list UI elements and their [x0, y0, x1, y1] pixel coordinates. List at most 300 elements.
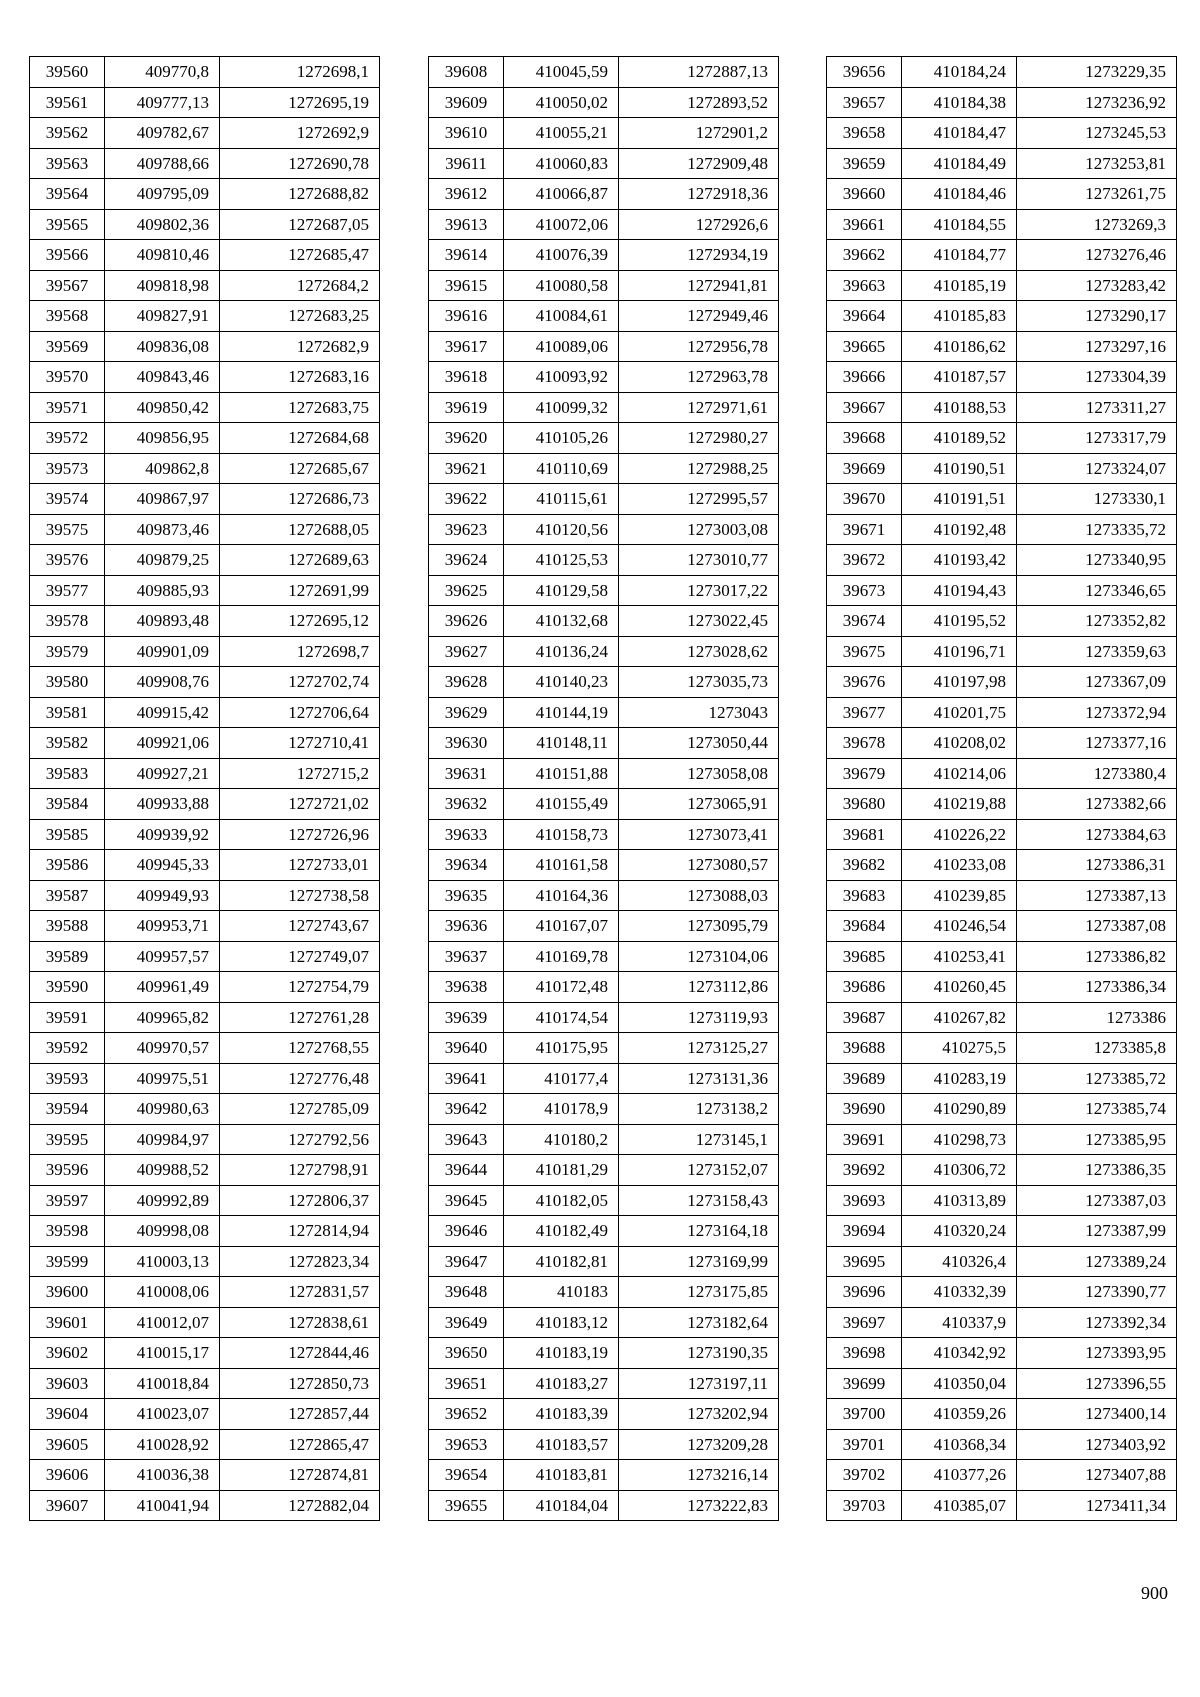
- point-number-cell: 39608: [429, 57, 504, 88]
- y-coordinate-cell: 1273386: [1017, 1002, 1177, 1033]
- table-row: [827, 423, 1177, 454]
- x-coordinate-cell: 410196,71: [902, 636, 1017, 667]
- y-coordinate-cell: 1273346,65: [1017, 575, 1177, 606]
- point-number-cell: 39674: [827, 606, 902, 637]
- y-coordinate-cell: 1273386,31: [1017, 850, 1177, 881]
- y-coordinate-cell: 1273145,1: [619, 1124, 779, 1155]
- table-row: [30, 789, 380, 820]
- y-coordinate-cell: 1272685,67: [220, 453, 380, 484]
- point-number-cell: 39566: [30, 240, 105, 271]
- y-coordinate-cell: 1273387,13: [1017, 880, 1177, 911]
- point-number-cell: 39677: [827, 697, 902, 728]
- point-number-cell: 39579: [30, 636, 105, 667]
- point-number-cell: 39573: [30, 453, 105, 484]
- x-coordinate-cell: 410080,58: [504, 270, 619, 301]
- y-coordinate-cell: 1273276,46: [1017, 240, 1177, 271]
- point-number-cell: 39679: [827, 758, 902, 789]
- table-row: [429, 362, 779, 393]
- table-row: [429, 301, 779, 332]
- x-coordinate-cell: 410003,13: [105, 1246, 220, 1277]
- x-coordinate-cell: 410041,94: [105, 1490, 220, 1521]
- point-number-cell: 39624: [429, 545, 504, 576]
- x-coordinate-cell: 410185,83: [902, 301, 1017, 332]
- y-coordinate-cell: 1273138,2: [619, 1094, 779, 1125]
- x-coordinate-cell: 410129,58: [504, 575, 619, 606]
- x-coordinate-cell: 410193,42: [902, 545, 1017, 576]
- x-coordinate-cell: 410183: [504, 1277, 619, 1308]
- y-coordinate-cell: 1273386,35: [1017, 1155, 1177, 1186]
- table-row: [30, 728, 380, 759]
- y-coordinate-cell: 1272956,78: [619, 331, 779, 362]
- x-coordinate-cell: 410233,08: [902, 850, 1017, 881]
- y-coordinate-cell: 1273245,53: [1017, 118, 1177, 149]
- x-coordinate-cell: 410320,24: [902, 1216, 1017, 1247]
- x-coordinate-cell: 410226,22: [902, 819, 1017, 850]
- x-coordinate-cell: 409836,08: [105, 331, 220, 362]
- x-coordinate-cell: 410036,38: [105, 1460, 220, 1491]
- y-coordinate-cell: 1272874,81: [220, 1460, 380, 1491]
- y-coordinate-cell: 1273209,28: [619, 1429, 779, 1460]
- x-coordinate-cell: 410194,43: [902, 575, 1017, 606]
- point-number-cell: 39700: [827, 1399, 902, 1430]
- table-row: [827, 667, 1177, 698]
- table-row: [827, 972, 1177, 1003]
- x-coordinate-cell: 410337,9: [902, 1307, 1017, 1338]
- y-coordinate-cell: 1273385,8: [1017, 1033, 1177, 1064]
- y-coordinate-cell: 1272733,01: [220, 850, 380, 881]
- table-row: [429, 728, 779, 759]
- y-coordinate-cell: 1272695,19: [220, 87, 380, 118]
- x-coordinate-cell: 410180,2: [504, 1124, 619, 1155]
- x-coordinate-cell: 409777,13: [105, 87, 220, 118]
- x-coordinate-cell: 410178,9: [504, 1094, 619, 1125]
- y-coordinate-cell: 1273080,57: [619, 850, 779, 881]
- y-coordinate-cell: 1272926,6: [619, 209, 779, 240]
- x-coordinate-cell: 409965,82: [105, 1002, 220, 1033]
- x-coordinate-cell: 410385,07: [902, 1490, 1017, 1521]
- x-coordinate-cell: 410298,73: [902, 1124, 1017, 1155]
- y-coordinate-cell: 1273290,17: [1017, 301, 1177, 332]
- y-coordinate-cell: 1272715,2: [220, 758, 380, 789]
- y-coordinate-cell: 1272690,78: [220, 148, 380, 179]
- x-coordinate-cell: 410188,53: [902, 392, 1017, 423]
- table-row: [30, 148, 380, 179]
- y-coordinate-cell: 1272684,68: [220, 423, 380, 454]
- y-coordinate-cell: 1273236,92: [1017, 87, 1177, 118]
- point-number-cell: 39607: [30, 1490, 105, 1521]
- table-row: [30, 362, 380, 393]
- y-coordinate-cell: 1272761,28: [220, 1002, 380, 1033]
- x-coordinate-cell: 410169,78: [504, 941, 619, 972]
- point-number-cell: 39576: [30, 545, 105, 576]
- y-coordinate-cell: 1273158,43: [619, 1185, 779, 1216]
- table-row: [429, 1277, 779, 1308]
- x-coordinate-cell: 410023,07: [105, 1399, 220, 1430]
- table-row: [827, 270, 1177, 301]
- table-row: [827, 911, 1177, 942]
- table-row: [827, 880, 1177, 911]
- x-coordinate-cell: 410290,89: [902, 1094, 1017, 1125]
- table-row: [30, 423, 380, 454]
- y-coordinate-cell: 1273387,08: [1017, 911, 1177, 942]
- point-number-cell: 39680: [827, 789, 902, 820]
- y-coordinate-cell: 1272738,58: [220, 880, 380, 911]
- y-coordinate-cell: 1272893,52: [619, 87, 779, 118]
- point-number-cell: 39682: [827, 850, 902, 881]
- y-coordinate-cell: 1272887,13: [619, 57, 779, 88]
- point-number-cell: 39564: [30, 179, 105, 210]
- point-number-cell: 39642: [429, 1094, 504, 1125]
- table-row: [30, 1460, 380, 1491]
- x-coordinate-cell: 409908,76: [105, 667, 220, 698]
- table-row: [30, 606, 380, 637]
- y-coordinate-cell: 1272689,63: [220, 545, 380, 576]
- x-coordinate-cell: 410182,49: [504, 1216, 619, 1247]
- point-number-cell: 39582: [30, 728, 105, 759]
- point-number-cell: 39647: [429, 1246, 504, 1277]
- point-number-cell: 39597: [30, 1185, 105, 1216]
- table-row: [827, 728, 1177, 759]
- table-row: [30, 118, 380, 149]
- y-coordinate-cell: 1273352,82: [1017, 606, 1177, 637]
- x-coordinate-cell: 410184,04: [504, 1490, 619, 1521]
- table-row: [429, 1124, 779, 1155]
- y-coordinate-cell: 1273389,24: [1017, 1246, 1177, 1277]
- point-number-cell: 39615: [429, 270, 504, 301]
- y-coordinate-cell: 1273385,95: [1017, 1124, 1177, 1155]
- point-number-cell: 39571: [30, 392, 105, 423]
- y-coordinate-cell: 1273197,11: [619, 1368, 779, 1399]
- x-coordinate-cell: 409843,46: [105, 362, 220, 393]
- point-number-cell: 39575: [30, 514, 105, 545]
- point-number-cell: 39681: [827, 819, 902, 850]
- table-row: [429, 1246, 779, 1277]
- page-number: 900: [1141, 1583, 1168, 1603]
- y-coordinate-cell: 1272688,82: [220, 179, 380, 210]
- table-row: [429, 758, 779, 789]
- point-number-cell: 39643: [429, 1124, 504, 1155]
- x-coordinate-cell: 410184,46: [902, 179, 1017, 210]
- table-row: [429, 148, 779, 179]
- table-row: [30, 270, 380, 301]
- point-number-cell: 39587: [30, 880, 105, 911]
- point-number-cell: 39651: [429, 1368, 504, 1399]
- table-row: [30, 1063, 380, 1094]
- point-number-cell: 39563: [30, 148, 105, 179]
- x-coordinate-cell: 410189,52: [902, 423, 1017, 454]
- y-coordinate-cell: 1272768,55: [220, 1033, 380, 1064]
- table-row: [827, 362, 1177, 393]
- point-number-cell: 39670: [827, 484, 902, 515]
- x-coordinate-cell: 410350,04: [902, 1368, 1017, 1399]
- table-row: [30, 1277, 380, 1308]
- table-row: [429, 453, 779, 484]
- point-number-cell: 39627: [429, 636, 504, 667]
- x-coordinate-cell: 410045,59: [504, 57, 619, 88]
- point-number-cell: 39599: [30, 1246, 105, 1277]
- y-coordinate-cell: 1273387,99: [1017, 1216, 1177, 1247]
- y-coordinate-cell: 1272754,79: [220, 972, 380, 1003]
- table-row: [429, 1307, 779, 1338]
- table-row: [30, 1246, 380, 1277]
- x-coordinate-cell: 410184,24: [902, 57, 1017, 88]
- x-coordinate-cell: 410184,77: [902, 240, 1017, 271]
- point-number-cell: 39699: [827, 1368, 902, 1399]
- table-row: [30, 453, 380, 484]
- point-number-cell: 39641: [429, 1063, 504, 1094]
- y-coordinate-cell: 1273010,77: [619, 545, 779, 576]
- x-coordinate-cell: 409927,21: [105, 758, 220, 789]
- point-number-cell: 39703: [827, 1490, 902, 1521]
- x-coordinate-cell: 410342,92: [902, 1338, 1017, 1369]
- table-row: [30, 545, 380, 576]
- point-number-cell: 39561: [30, 87, 105, 118]
- x-coordinate-cell: 410192,48: [902, 514, 1017, 545]
- y-coordinate-cell: 1272749,07: [220, 941, 380, 972]
- point-number-cell: 39580: [30, 667, 105, 698]
- y-coordinate-cell: 1272683,75: [220, 392, 380, 423]
- point-number-cell: 39583: [30, 758, 105, 789]
- point-number-cell: 39638: [429, 972, 504, 1003]
- y-coordinate-cell: 1272702,74: [220, 667, 380, 698]
- y-coordinate-cell: 1272971,61: [619, 392, 779, 423]
- table-row: [429, 697, 779, 728]
- y-coordinate-cell: 1273403,92: [1017, 1429, 1177, 1460]
- point-number-cell: 39577: [30, 575, 105, 606]
- table-row: [429, 118, 779, 149]
- y-coordinate-cell: 1273304,39: [1017, 362, 1177, 393]
- table-row: [429, 179, 779, 210]
- table-row: [429, 850, 779, 881]
- table-row: [429, 1490, 779, 1521]
- table-row: [30, 941, 380, 972]
- table-row: [429, 1063, 779, 1094]
- x-coordinate-cell: 409827,91: [105, 301, 220, 332]
- table-row: [827, 57, 1177, 88]
- point-number-cell: 39653: [429, 1429, 504, 1460]
- x-coordinate-cell: 409810,46: [105, 240, 220, 271]
- x-coordinate-cell: 410125,53: [504, 545, 619, 576]
- y-coordinate-cell: 1272698,7: [220, 636, 380, 667]
- y-coordinate-cell: 1272857,44: [220, 1399, 380, 1430]
- y-coordinate-cell: 1273202,94: [619, 1399, 779, 1430]
- table-row: [827, 1368, 1177, 1399]
- table-row: [827, 1399, 1177, 1430]
- table-row: [30, 758, 380, 789]
- y-coordinate-cell: 1273396,55: [1017, 1368, 1177, 1399]
- y-coordinate-cell: 1273400,14: [1017, 1399, 1177, 1430]
- x-coordinate-cell: 410164,36: [504, 880, 619, 911]
- table-row: [827, 1460, 1177, 1491]
- point-number-cell: 39649: [429, 1307, 504, 1338]
- x-coordinate-cell: 410155,49: [504, 789, 619, 820]
- table-row: [30, 1124, 380, 1155]
- x-coordinate-cell: 409992,89: [105, 1185, 220, 1216]
- x-coordinate-cell: 410066,87: [504, 179, 619, 210]
- x-coordinate-cell: 409957,57: [105, 941, 220, 972]
- point-number-cell: 39652: [429, 1399, 504, 1430]
- point-number-cell: 39635: [429, 880, 504, 911]
- y-coordinate-cell: 1273335,72: [1017, 514, 1177, 545]
- y-coordinate-cell: 1273411,34: [1017, 1490, 1177, 1521]
- x-coordinate-cell: 410191,51: [902, 484, 1017, 515]
- table-row: [827, 179, 1177, 210]
- point-number-cell: 39661: [827, 209, 902, 240]
- point-number-cell: 39594: [30, 1094, 105, 1125]
- x-coordinate-cell: 410332,39: [902, 1277, 1017, 1308]
- y-coordinate-cell: 1273119,93: [619, 1002, 779, 1033]
- table-row: [429, 240, 779, 271]
- coordinates-table-2: [428, 56, 779, 1521]
- table-row: [429, 606, 779, 637]
- point-number-cell: 39669: [827, 453, 902, 484]
- x-coordinate-cell: 410182,81: [504, 1246, 619, 1277]
- point-number-cell: 39581: [30, 697, 105, 728]
- point-number-cell: 39620: [429, 423, 504, 454]
- x-coordinate-cell: 410060,83: [504, 148, 619, 179]
- table-row: [429, 1155, 779, 1186]
- x-coordinate-cell: 410012,07: [105, 1307, 220, 1338]
- y-coordinate-cell: 1273387,03: [1017, 1185, 1177, 1216]
- y-coordinate-cell: 1272831,57: [220, 1277, 380, 1308]
- point-number-cell: 39665: [827, 331, 902, 362]
- table-row: [827, 819, 1177, 850]
- y-coordinate-cell: 1273367,09: [1017, 667, 1177, 698]
- table-row: [429, 1338, 779, 1369]
- y-coordinate-cell: 1272710,41: [220, 728, 380, 759]
- table-row: [827, 1338, 1177, 1369]
- table-row: [429, 789, 779, 820]
- y-coordinate-cell: 1273095,79: [619, 911, 779, 942]
- y-coordinate-cell: 1273297,16: [1017, 331, 1177, 362]
- point-number-cell: 39600: [30, 1277, 105, 1308]
- table-row: [827, 1063, 1177, 1094]
- x-coordinate-cell: 410115,61: [504, 484, 619, 515]
- point-number-cell: 39675: [827, 636, 902, 667]
- y-coordinate-cell: 1273390,77: [1017, 1277, 1177, 1308]
- table-row: [30, 1185, 380, 1216]
- table-row: [429, 819, 779, 850]
- x-coordinate-cell: 410184,55: [902, 209, 1017, 240]
- point-number-cell: 39567: [30, 270, 105, 301]
- x-coordinate-cell: 410072,06: [504, 209, 619, 240]
- point-number-cell: 39688: [827, 1033, 902, 1064]
- table-row: [827, 118, 1177, 149]
- point-number-cell: 39646: [429, 1216, 504, 1247]
- point-number-cell: 39657: [827, 87, 902, 118]
- table-row: [827, 1124, 1177, 1155]
- table-row: [429, 1002, 779, 1033]
- x-coordinate-cell: 409850,42: [105, 392, 220, 423]
- x-coordinate-cell: 410183,39: [504, 1399, 619, 1430]
- x-coordinate-cell: 410084,61: [504, 301, 619, 332]
- table-row: [429, 575, 779, 606]
- y-coordinate-cell: 1272806,37: [220, 1185, 380, 1216]
- x-coordinate-cell: 410185,19: [902, 270, 1017, 301]
- y-coordinate-cell: 1273088,03: [619, 880, 779, 911]
- table-row: [429, 545, 779, 576]
- x-coordinate-cell: 410239,85: [902, 880, 1017, 911]
- y-coordinate-cell: 1273330,1: [1017, 484, 1177, 515]
- y-coordinate-cell: 1272934,19: [619, 240, 779, 271]
- x-coordinate-cell: 410050,02: [504, 87, 619, 118]
- y-coordinate-cell: 1273407,88: [1017, 1460, 1177, 1491]
- x-coordinate-cell: 410093,92: [504, 362, 619, 393]
- point-number-cell: 39671: [827, 514, 902, 545]
- table-row: [827, 301, 1177, 332]
- point-number-cell: 39634: [429, 850, 504, 881]
- table-row: [30, 697, 380, 728]
- point-number-cell: 39590: [30, 972, 105, 1003]
- table-row: [429, 1033, 779, 1064]
- x-coordinate-cell: 410186,62: [902, 331, 1017, 362]
- point-number-cell: 39618: [429, 362, 504, 393]
- point-number-cell: 39639: [429, 1002, 504, 1033]
- x-coordinate-cell: 409862,8: [105, 453, 220, 484]
- point-number-cell: 39609: [429, 87, 504, 118]
- x-coordinate-cell: 409984,97: [105, 1124, 220, 1155]
- table-row: [30, 392, 380, 423]
- table-row: [429, 972, 779, 1003]
- point-number-cell: 39655: [429, 1490, 504, 1521]
- y-coordinate-cell: 1272692,9: [220, 118, 380, 149]
- x-coordinate-cell: 410105,26: [504, 423, 619, 454]
- y-coordinate-cell: 1273386,82: [1017, 941, 1177, 972]
- y-coordinate-cell: 1272726,96: [220, 819, 380, 850]
- y-coordinate-cell: 1273377,16: [1017, 728, 1177, 759]
- point-number-cell: 39630: [429, 728, 504, 759]
- table-row: [827, 484, 1177, 515]
- y-coordinate-cell: 1272844,46: [220, 1338, 380, 1369]
- y-coordinate-cell: 1273131,36: [619, 1063, 779, 1094]
- y-coordinate-cell: 1272683,25: [220, 301, 380, 332]
- y-coordinate-cell: 1273229,35: [1017, 57, 1177, 88]
- x-coordinate-cell: 409873,46: [105, 514, 220, 545]
- y-coordinate-cell: 1272688,05: [220, 514, 380, 545]
- x-coordinate-cell: 409915,42: [105, 697, 220, 728]
- point-number-cell: 39623: [429, 514, 504, 545]
- point-number-cell: 39570: [30, 362, 105, 393]
- table-row: [827, 1094, 1177, 1125]
- point-number-cell: 39574: [30, 484, 105, 515]
- table-row: [827, 606, 1177, 637]
- x-coordinate-cell: 410175,95: [504, 1033, 619, 1064]
- table-row: [30, 1490, 380, 1521]
- point-number-cell: 39690: [827, 1094, 902, 1125]
- coordinates-table-3: [826, 56, 1177, 1521]
- y-coordinate-cell: 1272691,99: [220, 575, 380, 606]
- point-number-cell: 39628: [429, 667, 504, 698]
- y-coordinate-cell: 1273065,91: [619, 789, 779, 820]
- y-coordinate-cell: 1273104,06: [619, 941, 779, 972]
- table-row: [30, 1002, 380, 1033]
- table-row: [429, 880, 779, 911]
- x-coordinate-cell: 410136,24: [504, 636, 619, 667]
- table-row: [827, 209, 1177, 240]
- x-coordinate-cell: 410172,48: [504, 972, 619, 1003]
- point-number-cell: 39686: [827, 972, 902, 1003]
- y-coordinate-cell: 1273385,72: [1017, 1063, 1177, 1094]
- y-coordinate-cell: 1272995,57: [619, 484, 779, 515]
- table-row: [429, 911, 779, 942]
- x-coordinate-cell: 409998,08: [105, 1216, 220, 1247]
- point-number-cell: 39572: [30, 423, 105, 454]
- x-coordinate-cell: 410183,81: [504, 1460, 619, 1491]
- point-number-cell: 39591: [30, 1002, 105, 1033]
- table-row: [429, 514, 779, 545]
- y-coordinate-cell: 1273324,07: [1017, 453, 1177, 484]
- x-coordinate-cell: 409949,93: [105, 880, 220, 911]
